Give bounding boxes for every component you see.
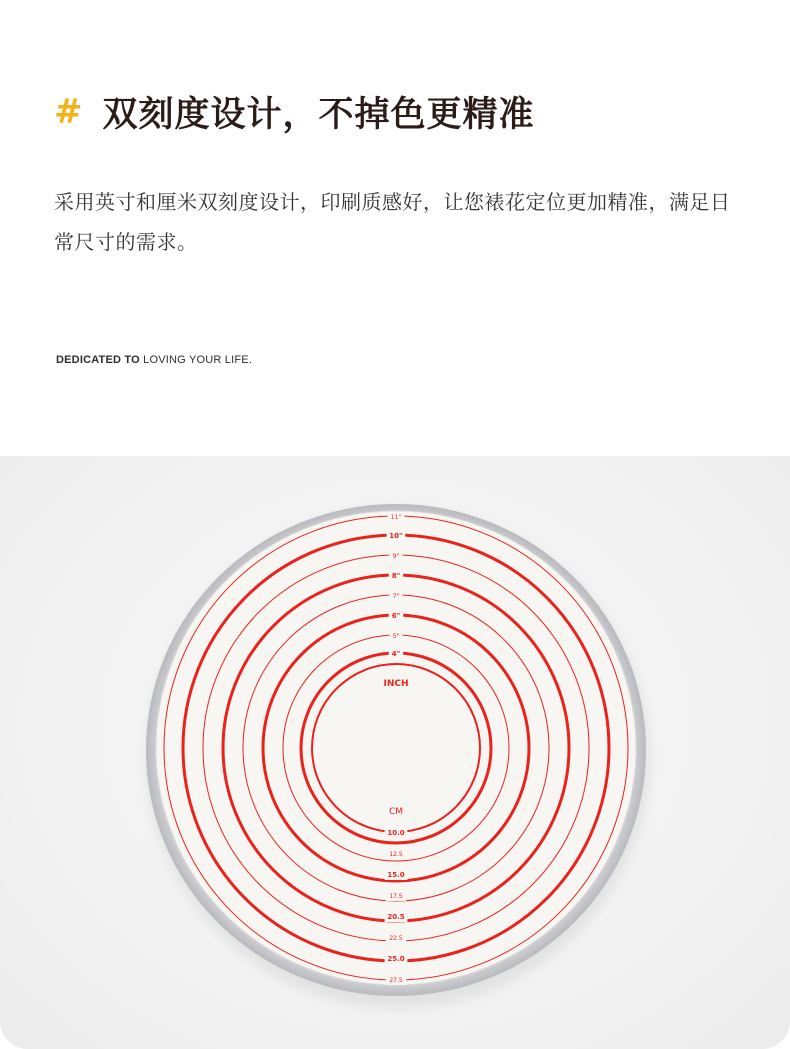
cm-tick-label: 17.5 [389, 893, 403, 900]
cm-tick-label: 27.5 [389, 977, 403, 984]
inch-tick-label: 8" [391, 572, 401, 580]
inch-tick-label: 6" [391, 612, 401, 620]
inch-unit-label: INCH [383, 679, 409, 689]
inch-tick-label: 10" [389, 532, 403, 540]
cm-tick-label: 22.5 [389, 935, 403, 942]
inch-tick-label: 7" [392, 593, 400, 600]
feature-description: 采用英寸和厘米双刻度设计，印刷质感好，让您裱花定位更加精准，满足日常尺寸的需求。 [54, 190, 731, 254]
hash-icon: # [54, 92, 83, 132]
cm-tick-label: 20.5 [387, 913, 405, 921]
cm-tick-label: 25.0 [387, 955, 405, 963]
cm-tick-label: 12.5 [389, 851, 403, 858]
tagline-normal: LOVING YOUR LIFE. [139, 354, 253, 366]
feature-section [0, 0, 790, 456]
tagline-bold: DEDICATED TO [56, 354, 140, 366]
section-heading [54, 86, 535, 138]
cm-unit-label: CM [388, 807, 404, 817]
pastry-mat-illustration [0, 456, 790, 1049]
brand-tagline [56, 354, 252, 366]
inch-tick-label: 4" [391, 650, 401, 658]
inch-tick-label: 9" [392, 553, 400, 560]
inch-tick-label: 5" [392, 633, 400, 640]
heading-title: 双刻度设计，不掉色更精准 [102, 95, 535, 135]
cm-tick-label: 10.0 [387, 829, 405, 837]
product-photo [0, 456, 790, 1049]
cm-tick-label: 15.0 [387, 871, 405, 879]
inch-tick-label: 11" [390, 514, 402, 521]
